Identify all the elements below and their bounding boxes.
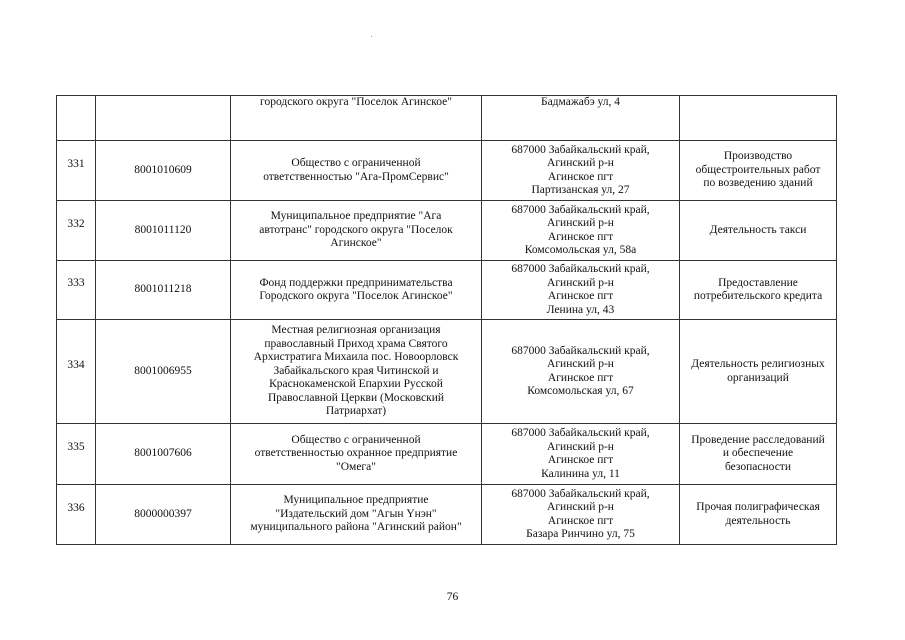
activity-line: Деятельность религиозных <box>691 358 825 370</box>
organization-name-cell <box>231 320 482 424</box>
activity-line: общестроительных работ <box>695 163 821 176</box>
organization-name-line: православный Приход храма Святого <box>264 337 448 350</box>
organization-name-cell <box>231 201 482 261</box>
address-cell <box>482 424 680 485</box>
organization-name-line: Патриархат) <box>325 405 387 418</box>
organization-name-cell <box>231 141 482 201</box>
organization-name-cell <box>231 424 482 485</box>
inn-cell: 8000000397 <box>96 485 231 545</box>
organization-name-line: Агинское" <box>330 237 382 250</box>
organization-name-line: Муниципальное предприятие <box>283 494 429 507</box>
inn-cell <box>96 96 231 141</box>
row-number: 336 <box>67 501 85 514</box>
organization-name-line: муниципального района "Агинский район" <box>250 521 462 534</box>
address-line: 687000 Забайкальский край, <box>511 143 650 156</box>
address-line: Калинина ул, 11 <box>541 467 620 480</box>
row-number-cell <box>57 141 96 201</box>
organization-name-line: ответственностью охранное предприятие <box>254 447 458 460</box>
row-number-cell <box>57 485 96 545</box>
activity-cell <box>680 141 837 201</box>
activity-line: по возведению зданий <box>703 177 813 190</box>
registry-table-body <box>57 96 837 545</box>
address-line: Комсомольская ул, 67 <box>527 385 634 397</box>
address-line: Агинский р-н <box>547 157 614 169</box>
address-cell <box>482 201 680 261</box>
row-number: 334 <box>67 358 85 371</box>
organization-name-line: Фонд поддержки предпринимательства <box>259 276 453 289</box>
activity-cell <box>680 96 837 141</box>
table-row <box>57 96 837 141</box>
organization-name-line: Муниципальное предприятие "Ага <box>270 210 442 223</box>
page-number: 76 <box>446 591 459 603</box>
address-line: Агинский р-н <box>547 217 614 229</box>
row-number: 331 <box>67 157 85 170</box>
activity-line: Деятельность такси <box>709 223 807 236</box>
row-number-cell <box>57 96 96 141</box>
inn-cell: 8001006955 <box>96 320 231 424</box>
address-line: Партизанская ул, 27 <box>531 184 630 196</box>
organization-name-line: ответственностью "Ага-ПромСервис" <box>263 170 449 183</box>
address-cell <box>482 320 680 424</box>
activity-cell <box>680 485 837 545</box>
organization-name-line: городского округа "Поселок Агинское" <box>260 96 452 108</box>
row-number: 335 <box>67 441 85 454</box>
row-number-cell <box>57 424 96 485</box>
organization-name-cell <box>231 261 482 320</box>
table-row <box>57 201 837 261</box>
activity-line: Производство <box>723 150 793 163</box>
table-row <box>57 485 837 545</box>
activity-line: организаций <box>727 371 789 384</box>
organization-name-line: Забайкальского края Читинской и <box>273 364 439 377</box>
address-line: Агинское пгт <box>547 170 614 183</box>
organization-name-line: "Омега" <box>336 460 376 473</box>
row-number-cell <box>57 201 96 261</box>
table-row <box>57 261 837 320</box>
organization-name-line: Общество с ограниченной <box>291 157 421 169</box>
address-line: 687000 Забайкальский край, <box>511 344 650 357</box>
organization-name-line: Городского округа "Поселок Агинское" <box>259 290 453 302</box>
organization-name-line: Краснокаменской Епархии Русской <box>269 378 443 391</box>
address-line: Агинский р-н <box>547 501 614 513</box>
address-line: Ленина ул, 43 <box>546 303 615 316</box>
row-number: 333 <box>67 277 85 290</box>
address-line: Агинское пгт <box>547 230 614 243</box>
address-cell <box>482 485 680 545</box>
organization-name-line: "Издательский дом "Агын Yнэн" <box>275 507 437 520</box>
address-line: Агинское пгт <box>547 371 614 384</box>
activity-line: деятельность <box>725 514 791 527</box>
address-cell <box>482 141 680 201</box>
activity-line: Прочая полиграфическая <box>696 501 820 513</box>
organization-name-line: Архистратига Михаила пос. Новоорловск <box>253 351 459 364</box>
inn-cell: 8001007606 <box>96 424 231 485</box>
address-line: Комсомольская ул, 58а <box>524 244 637 256</box>
address-line: 687000 Забайкальский край, <box>511 487 650 500</box>
address-line: Агинский р-н <box>547 276 614 289</box>
activity-line: безопасности <box>724 460 791 473</box>
organization-name-line: Православной Церкви (Московский <box>267 391 445 404</box>
address-line: 687000 Забайкальский край, <box>511 203 650 216</box>
table-row <box>57 320 837 424</box>
address-line: 687000 Забайкальский край, <box>511 263 650 275</box>
organization-name-line: Местная религиозная организация <box>271 324 441 337</box>
address-line: Базара Ринчино ул, 75 <box>526 528 635 540</box>
activity-line: Предоставление <box>718 276 798 289</box>
row-number: 332 <box>67 217 85 230</box>
address-cell <box>482 96 680 141</box>
activity-line: потребительского кредита <box>693 290 823 302</box>
inn-cell: 8001010609 <box>96 141 231 201</box>
activity-cell <box>680 320 837 424</box>
address-cell <box>482 261 680 320</box>
address-line: Агинское пгт <box>547 454 614 466</box>
organization-name-cell <box>231 485 482 545</box>
activity-cell <box>680 201 837 261</box>
organization-name-cell <box>231 96 482 141</box>
organization-name-line: Общество с ограниченной <box>291 433 421 446</box>
inn-cell: 8001011218 <box>96 261 231 320</box>
row-number-cell <box>57 261 96 320</box>
address-line: Агинское пгт <box>547 514 614 527</box>
address-line: Агинский р-н <box>547 440 614 453</box>
activity-line: и обеспечение <box>722 447 794 460</box>
table-row <box>57 424 837 485</box>
inn-cell: 8001011120 <box>96 201 231 261</box>
address-line: Бадмажабэ ул, 4 <box>540 96 621 108</box>
address-line: 687000 Забайкальский край, <box>511 427 650 439</box>
activity-cell <box>680 424 837 485</box>
activity-cell <box>680 261 837 320</box>
table-row <box>57 141 837 201</box>
registry-table <box>56 95 837 545</box>
organization-name-line: автотранс" городского округа "Поселок <box>259 223 453 236</box>
address-line: Агинское пгт <box>547 290 614 302</box>
row-number-cell <box>57 320 96 424</box>
address-line: Агинский р-н <box>547 358 614 370</box>
activity-line: Проведение расследований <box>691 433 825 446</box>
scan-speck <box>371 36 372 37</box>
